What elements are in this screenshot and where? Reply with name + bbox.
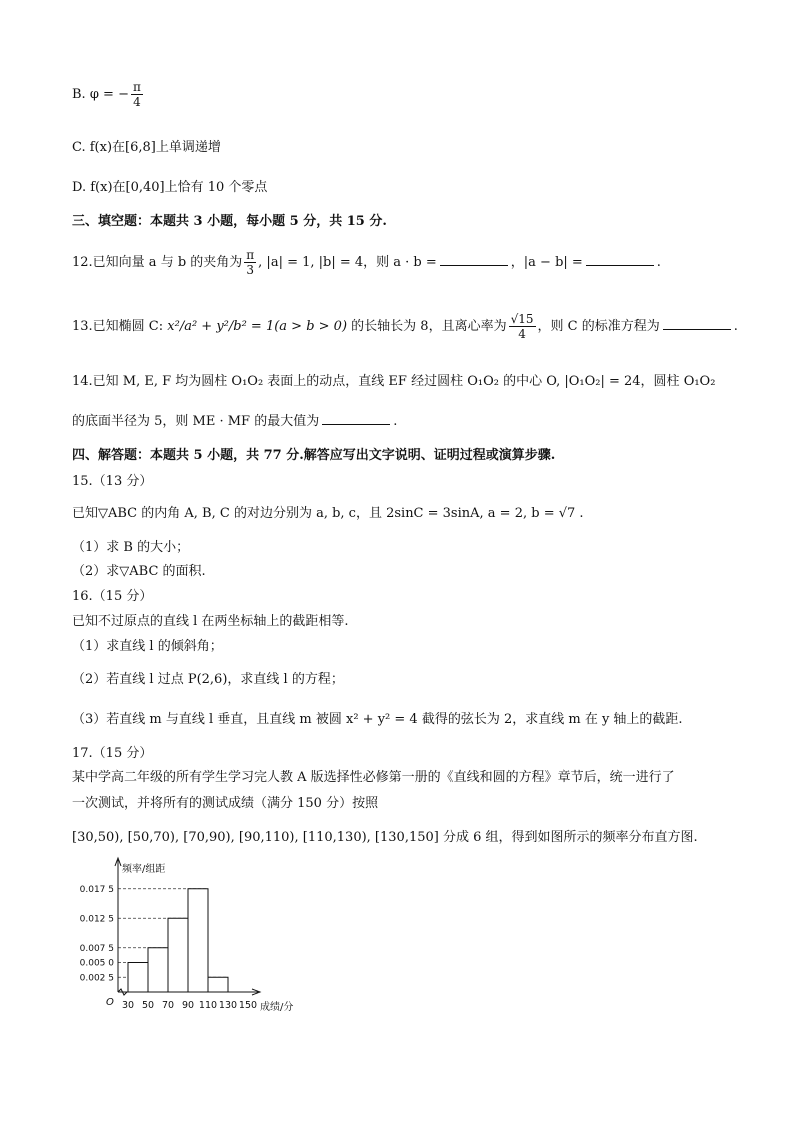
y-tick-label: 0.002 5 — [79, 973, 114, 984]
y-tick-label: 0.005 0 — [79, 958, 114, 969]
q13-end: . — [733, 319, 738, 334]
histogram-bar — [148, 948, 168, 992]
histogram-bar — [128, 963, 148, 993]
origin-label: O — [106, 997, 114, 1008]
option-c: C. f(x)在[6,8]上单调递增 — [72, 140, 221, 155]
frac-num: √15 — [510, 312, 534, 326]
answer-blank — [440, 253, 508, 266]
option-b-text: B. φ = − — [72, 87, 129, 102]
y-tick-label: 0.007 5 — [79, 943, 114, 954]
question-13 — [72, 312, 738, 341]
frac-den: 4 — [133, 95, 141, 109]
question-14-line-2 — [72, 410, 397, 429]
y-tick-label: 0.017 5 — [79, 884, 114, 895]
question-12 — [72, 248, 661, 277]
q15-stem: 已知▽ABC 的内角 A, B, C 的对边分别为 a, b, c，且 2sinC = 3sinA, a = 2, b = √7 . — [72, 506, 584, 521]
frac-num: π — [246, 248, 255, 262]
option-b — [72, 80, 145, 109]
q14-text: 的底面半径为 5，则 ME · MF 的最大值为 — [72, 414, 320, 429]
q13-text-b: 的长轴长为 8，且离心率为 — [351, 319, 507, 334]
x-axis-label: 成绩/分 — [260, 1002, 294, 1013]
answer-blank — [663, 317, 731, 330]
question-14-line-1: 14.已知 M, E, F 均为圆柱 O₁O₂ 表面上的动点，直线 EF 经过圆柱 O₁O₂ 的中心 O, |O₁O₂| = 24，圆柱 O₁O₂ — [72, 374, 716, 389]
q12-text-c: ，|a − b| = — [510, 255, 583, 270]
answer-blank — [322, 412, 390, 425]
x-tick-label: 50 — [141, 1000, 155, 1011]
x-tick-label: 110 — [198, 1000, 218, 1011]
frac-den: 4 — [518, 327, 526, 341]
q16-part-3: （3）若直线 m 与直线 l 垂直，且直线 m 被圆 x² + y² = 4 截得的弦长为 2，求直线 m 在 y 轴上的截距. — [72, 712, 683, 727]
q12-end: . — [656, 255, 661, 270]
histogram-bar — [208, 977, 228, 992]
q17-line-3: [30,50), [50,70), [70,90), [90,110), [110,130), [130,150] 分成 6 组，得到如图所示的频率分布直方图. — [72, 830, 698, 845]
frac-den: 3 — [246, 263, 255, 277]
x-tick-label: 70 — [161, 1000, 175, 1011]
section-4-heading: 四、解答题：本题共 5 小题，共 77 分.解答应写出文字说明、证明过程或演算步骤. — [72, 448, 556, 463]
x-tick-label: 130 — [218, 1000, 238, 1011]
x-tick-label: 150 — [238, 1000, 258, 1011]
q16-stem: 已知不过原点的直线 l 在两坐标轴上的截距相等. — [72, 614, 349, 629]
q17-line-2: 一次测试，并将所有的测试成绩（满分 150 分）按照 — [72, 796, 379, 811]
y-tick-label: 0.012 5 — [79, 914, 114, 925]
q13-fraction — [509, 312, 536, 341]
answer-blank — [586, 253, 654, 266]
section-3-heading: 三、填空题：本题共 3 小题，每小题 5 分，共 15 分. — [72, 214, 387, 229]
q17-heading: 17.（15 分） — [72, 746, 153, 761]
q16-part-2: （2）若直线 l 过点 P(2,6)，求直线 l 的方程； — [72, 672, 344, 687]
x-tick-label: 90 — [181, 1000, 195, 1011]
option-d: D. f(x)在[0,40]上恰有 10 个零点 — [72, 180, 268, 195]
q16-heading: 16.（15 分） — [72, 589, 153, 604]
option-b-fraction — [131, 80, 143, 109]
q15-part-1: （1）求 B 的大小； — [72, 540, 190, 555]
q14-end: . — [393, 414, 398, 429]
y-axis-label: 频率/组距 — [122, 864, 166, 875]
q17-line-1: 某中学高二年级的所有学生学习完人教 A 版选择性必修第一册的《直线和圆的方程》章节后，统一进行了 — [72, 770, 675, 785]
q13-text-a: 13.已知椭圆 C: — [72, 319, 164, 334]
histogram-bar — [188, 889, 208, 992]
q12-text-a: 12.已知向量 a 与 b 的夹角为 — [72, 255, 243, 270]
q13-text-c: ，则 C 的标准方程为 — [537, 319, 660, 334]
q16-part-1: （1）求直线 l 的倾斜角； — [72, 639, 223, 654]
x-tick-label: 30 — [121, 1000, 135, 1011]
q12-text-b: , |a| = 1, |b| = 4，则 a · b = — [258, 255, 437, 270]
q15-part-2: （2）求▽ABC 的面积. — [72, 564, 206, 579]
q15-heading: 15.（13 分） — [72, 474, 153, 489]
histogram-bar — [168, 918, 188, 992]
q12-fraction — [244, 248, 256, 277]
ellipse-equation: x²/a² + y²/b² = 1(a > b > 0) — [167, 319, 348, 334]
frac-num: π — [132, 80, 141, 94]
frequency-histogram — [60, 852, 340, 1017]
